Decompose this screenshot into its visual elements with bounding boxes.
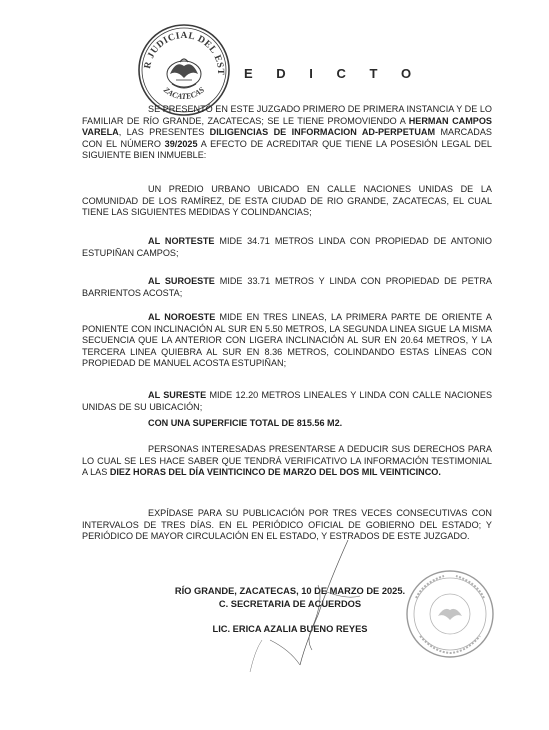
northeast-text: MIDE 34.71 METROS LINDA CON PROPIEDAD DE ANTONIO ESTUPIÑAN CAMPOS; <box>82 236 492 258</box>
paragraph-property: UN PREDIO URBANO UBICADO EN CALLE NACIONES UNIDAS DE LA COMUNIDAD DE LOS RAMÍREZ, DE ESTA CIUDAD DE RIO GRANDE, ZACATECAS, EL CUAL TIENE LAS SIGUIENTES MEDIDAS Y COLINDANCIAS; <box>82 184 492 218</box>
paragraph-hearing <box>82 444 492 479</box>
paragraph-introduction <box>82 104 492 162</box>
northwest-text: MIDE EN TRES LINEAS, LA PRIMERA PARTE DE ORIENTE A PONIENTE CON INCLINACIÓN AL SUR EN 5.50 METROS, LA SEGUNDA LINEA SIGUE LA MISMA SECUENCIA QUE LA ANTERIOR CON LIGERA INCLINACIÓN AL SUR EN 20.64 METROS, Y LA TERCERA LINEA QUIEBRA AL SUR EN 8.36 METROS, COLINDANDO ESTAS LÍNEAS CON PROPIEDAD DE MANUEL ACOSTA ESTUPIÑAN; <box>82 312 492 369</box>
place-and-date: RÍO GRANDE, ZACATECAS, 10 DE MARZO DE 2025. <box>174 586 406 596</box>
southeast-text: MIDE 12.20 METROS LINEALES Y LINDA CON CALLE NACIONES UNIDAS DE SU UBICACIÓN; <box>82 390 493 412</box>
southeast-label: AL SURESTE <box>148 390 207 400</box>
intro-text-d: A EFECTO DE ACREDITAR QUE TIENE LA POSESIÓN LEGAL DEL SIGUIENTE BIEN INMUEBLE: <box>82 138 492 161</box>
hearing-text: PERSONAS INTERESADAS PRESENTARSE A DEDUCIR SUS DERECHOS PARA LO CUAL SE LES HACE SABER QUE TENDRÁ VERIFICATIVO LA INFORMACIÓN TESTIMONIAL A LAS <box>82 444 492 478</box>
paragraph-publication: EXPÍDASE PARA SU PUBLICACIÓN POR TRES VECES CONSECUTIVAS CON INTERVALOS DE TRES DÍAS. EN EL PERIÓDICO OFICIAL DE GOBIERNO DEL ESTADO; Y PERIÓDICO DE MAYOR CIRCULACIÓN EN EL ESTADO, Y ESTRADOS DE ESTE JUZGADO. <box>82 508 492 542</box>
paragraph-southwest-boundary <box>82 276 492 299</box>
northeast-label: AL NORTESTE <box>148 236 215 246</box>
svg-text:PODER JUDICIAL DEL ESTADO: R JUDICIAL DEL EST <box>143 30 226 75</box>
promoter-name: HERMAN CAMPOS VARELA <box>82 115 492 138</box>
southwest-text: MIDE 33.71 METROS Y LINDA CON PROPIEDAD DE PETRA BARRIENTOS ACOSTA; <box>82 276 492 298</box>
total-surface: CON UNA SUPERFICIE TOTAL DE 815.56 M2. <box>148 418 343 428</box>
official-stamp <box>404 568 496 660</box>
case-number: 39/2025 <box>164 138 198 149</box>
signer-name: LIC. ERICA AZALIA BUENO REYES <box>212 624 368 634</box>
intro-text-b: , LAS PRESENTES <box>118 127 210 138</box>
intro-text-c: MARCADAS CON EL NÚMERO <box>82 127 492 149</box>
signer-role: C. SECRETARIA DE ACUERDOS <box>218 599 362 609</box>
intro-text-a: SE PRESENTÓ EN ESTE JUZGADO PRIMERO DE PRIMERA INSTANCIA Y DE LO FAMILIAR DE RÍO GRANDE, ZACATECAS; SE LE TIENE PROMOVIENDO A <box>82 104 492 126</box>
paragraph-northwest-boundary <box>82 312 492 370</box>
svg-text:ZACATECAS: ZACATECAS <box>161 85 207 102</box>
northwest-label: AL NOROESTE <box>148 312 216 322</box>
southwest-label: AL SUROESTE <box>148 276 215 286</box>
document-title: E D I C T O <box>244 66 422 81</box>
paragraph-southeast-boundary <box>82 390 492 413</box>
hearing-date: DIEZ HORAS DEL DÍA VEINTICINCO DE MARZO DEL DOS MIL VEINTICINCO. <box>109 467 441 478</box>
proceeding-type: DILIGENCIAS DE INFORMACION AD-PERPETUAM <box>209 127 436 138</box>
paragraph-northeast-boundary <box>82 236 492 259</box>
